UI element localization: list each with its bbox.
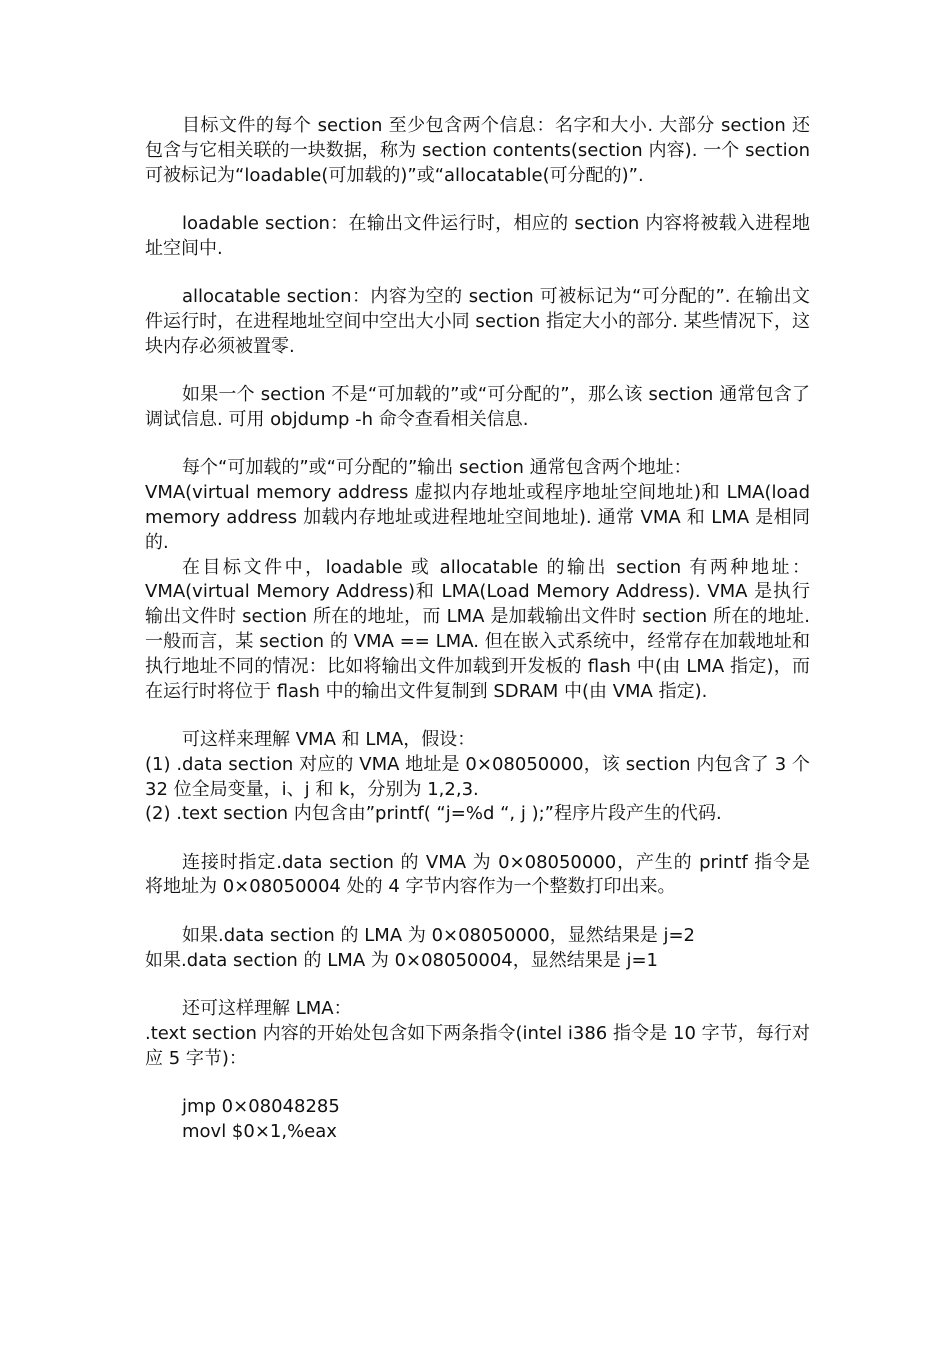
code-block (145, 1095, 810, 1145)
paragraph: 如果.data section 的 LMA 为 0×08050000，显然结果是 j=2 (182, 924, 695, 946)
paragraph: 连接时指定.data section 的 VMA 为 0×08050000，产生的 printf 指令是将地址为 0×08050004 处的 4 字节内容作为一个整数打印出来。 (145, 851, 810, 898)
paragraph: 目标文件的每个 section 至少包含两个信息：名字和大小. 大部分 section 还包含与它相关联的一块数据，称为 section contents(section 内容). 一个 section 可被标记为“loadable(可加载的)”或“allocatable(可分配的)”. (145, 115, 810, 186)
paragraph: (2) .text section 内包含由”printf( “j=%d “, j );”程序片段产生的代码. (145, 803, 722, 825)
paragraph: allocatable section：内容为空的 section 可被标记为“可分配的”. 在输出文件运行时，在进程地址空间中空出大小同 section 指定大小的部分. 某些情况下，这块内存必须被置零. (145, 286, 810, 357)
paragraph: 每个“可加载的”或“可分配的”输出 section 通常包含两个地址： (182, 457, 692, 479)
code-line: movl $0×1,%eax (182, 1120, 337, 1142)
paragraph: VMA(virtual memory address 虚拟内存地址或程序地址空间地址)和 LMA(load memory address 加载内存地址或进程地址空间地址). 通常 VMA 和 LMA 是相同的. (145, 482, 810, 553)
paragraph: 还可这样理解 LMA： (182, 998, 352, 1020)
document-body (145, 114, 810, 1145)
paragraph: 可这样来理解 VMA 和 LMA，假设： (182, 728, 476, 750)
paragraph: 如果.data section 的 LMA 为 0×08050004，显然结果是 j=1 (145, 949, 658, 971)
code-line: jmp 0×08048285 (182, 1096, 340, 1118)
paragraph: 如果一个 section 不是“可加载的”或“可分配的”，那么该 section 通常包含了调试信息. 可用 objdump -h 命令查看相关信息. (145, 384, 810, 430)
paragraph: .text section 内容的开始处包含如下两条指令(intel i386 指令是 10 字节，每行对应 5 字节)： (145, 1022, 810, 1069)
paragraph: loadable section：在输出文件运行时，相应的 section 内容将被载入进程地址空间中. (145, 212, 810, 259)
paragraph: 在目标文件中，loadable 或 allocatable 的输出 section 有两种地址：VMA(virtual Memory Address)和 LMA(Load Memory Address). VMA 是执行输出文件时 section 所在的地址，而 LMA 是加载输出文件时 section 所在的地址. 一般而言，某 section 的 VMA == LMA. 但在嵌入式系统中，经常存在加载地址和执行地址不同的情况：比如将输出文件加载到开发板的 flash 中(由 LMA 指定)，而在运行时将位于 flash 中的输出文件复制到 SDRAM 中(由 VMA 指定). (145, 556, 810, 702)
paragraph: (1) .data section 对应的 VMA 地址是 0×08050000，该 section 内包含了 3 个 32 位全局变量，i、j 和 k，分别为 1,2,3. (145, 753, 810, 800)
